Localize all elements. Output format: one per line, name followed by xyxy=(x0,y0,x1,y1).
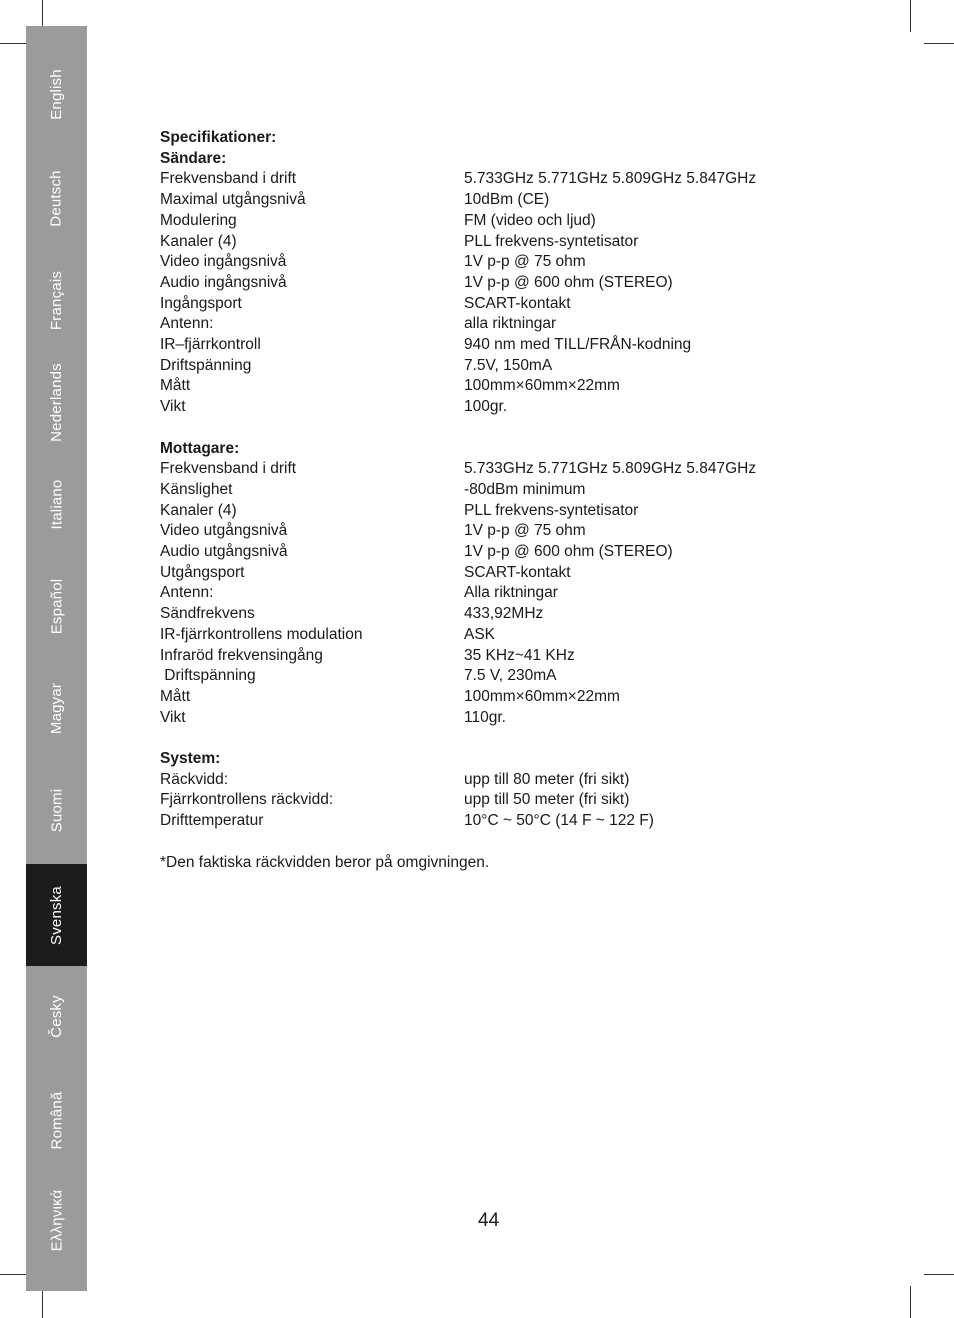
spec-label: Driftspänning xyxy=(160,667,256,685)
spec-label: Ingångsport xyxy=(160,294,242,312)
lang-tab-suomi[interactable] xyxy=(26,760,87,860)
spec-label: Maximal utgångsnivå xyxy=(160,191,306,209)
spec-row xyxy=(160,625,840,646)
lang-label: Magyar xyxy=(48,682,65,734)
spec-row xyxy=(160,604,840,625)
spec-label: Antenn: xyxy=(160,584,214,602)
lang-label: Nederlands xyxy=(48,362,65,442)
spec-value: 35 KHz~41 KHz xyxy=(464,646,575,664)
spec-row xyxy=(160,790,840,811)
spec-value: 10°C ~ 50°C (14 F ~ 122 F) xyxy=(464,812,654,830)
spec-label: Räckvidd: xyxy=(160,770,229,788)
crop-mark xyxy=(0,1274,28,1275)
spec-label: Frekvensband i drift xyxy=(160,170,297,188)
lang-tab-english[interactable] xyxy=(26,26,87,162)
spec-row xyxy=(160,273,840,294)
spec-label: Frekvensband i drift xyxy=(160,460,297,478)
spec-row xyxy=(160,294,840,315)
spec-row xyxy=(160,459,840,480)
spec-label: Mått xyxy=(160,687,191,705)
spec-label: Kanaler (4) xyxy=(160,501,237,519)
spec-label: Video utgångsnivå xyxy=(160,522,288,540)
spec-value: 5.733GHz 5.771GHz 5.809GHz 5.847GHz xyxy=(464,170,757,188)
transmitter-spec-list xyxy=(160,169,840,417)
lang-label: Svenska xyxy=(48,885,65,945)
lang-tab-nederlands[interactable] xyxy=(26,352,87,452)
lang-tab-magyar[interactable] xyxy=(26,658,87,758)
spec-label: IR–fjärrkontroll xyxy=(160,336,261,354)
crop-mark xyxy=(910,1286,911,1318)
lang-tab-svenska[interactable] xyxy=(26,864,87,966)
spec-value: Alla riktningar xyxy=(464,584,558,602)
spec-label: Audio ingångsnivå xyxy=(160,273,287,291)
spec-value: -80dBm minimum xyxy=(464,480,586,498)
lang-label: Deutsch xyxy=(48,169,65,227)
spec-row xyxy=(160,232,840,253)
spec-row xyxy=(160,521,840,542)
lang-tab-italiano[interactable] xyxy=(26,454,87,554)
spec-label: Vikt xyxy=(160,398,186,416)
spec-value: PLL frekvens-syntetisator xyxy=(464,501,639,519)
lang-label: Suomi xyxy=(48,788,65,832)
spec-value: 100mm×60mm×22mm xyxy=(464,377,620,395)
spec-value: 940 nm med TILL/FRÅN-kodning xyxy=(464,336,692,354)
crop-mark xyxy=(924,1274,954,1275)
spec-row xyxy=(160,646,840,667)
language-sidebar xyxy=(26,26,87,1291)
spec-label: Infraröd frekvensingång xyxy=(160,646,323,664)
receiver-spec-list xyxy=(160,459,840,728)
section-heading-system: System: xyxy=(160,750,221,768)
spec-value: FM (video och ljud) xyxy=(464,211,596,229)
spec-label: Fjärrkontrollens räckvidd: xyxy=(160,791,334,809)
footnote: *Den faktiska räckvidden beror på omgivningen. xyxy=(160,853,490,871)
spec-value: 7.5V, 150mA xyxy=(464,356,553,374)
spec-row xyxy=(160,314,840,335)
lang-tab-espanol[interactable] xyxy=(26,556,87,656)
spec-label: Modulering xyxy=(160,211,237,229)
spec-value: 433,92MHz xyxy=(464,605,544,623)
spec-row xyxy=(160,335,840,356)
spec-row xyxy=(160,666,840,687)
system-spec-list xyxy=(160,770,840,832)
spec-row xyxy=(160,811,840,832)
page-title: Specifikationer: xyxy=(160,129,277,146)
spec-label: Känslighet xyxy=(160,480,233,498)
spec-label: Sändfrekvens xyxy=(160,605,255,623)
spec-document xyxy=(160,128,840,873)
lang-label: Español xyxy=(47,578,65,634)
spec-value: SCART-kontakt xyxy=(464,294,571,312)
spec-value: alla riktningar xyxy=(464,315,557,333)
crop-mark xyxy=(42,1288,43,1318)
spec-value: PLL frekvens-syntetisator xyxy=(464,232,639,250)
spec-value: upp till 50 meter (fri sikt) xyxy=(464,791,630,809)
spec-value: 100mm×60mm×22mm xyxy=(464,687,620,705)
spec-label: Drifttemperatur xyxy=(160,812,264,830)
spec-row xyxy=(160,708,840,729)
lang-label: Česky xyxy=(48,994,65,1038)
lang-label: Français xyxy=(48,270,65,330)
spec-row xyxy=(160,563,840,584)
spec-row xyxy=(160,190,840,211)
spec-row xyxy=(160,542,840,563)
spec-row xyxy=(160,252,840,273)
lang-tab-cesky[interactable] xyxy=(26,966,87,1066)
spec-value: 7.5 V, 230mA xyxy=(464,667,557,685)
crop-mark xyxy=(924,43,954,44)
spec-row xyxy=(160,397,840,418)
lang-label: Ελληνικά xyxy=(48,1189,65,1251)
spec-row xyxy=(160,480,840,501)
spec-row xyxy=(160,356,840,377)
crop-mark xyxy=(910,0,911,32)
spec-value: 100gr. xyxy=(464,398,508,416)
spec-value: 10dBm (CE) xyxy=(464,191,550,209)
spec-value: 1V p-p @ 600 ohm (STEREO) xyxy=(464,543,673,561)
spec-value: 1V p-p @ 600 ohm (STEREO) xyxy=(464,273,673,291)
crop-mark xyxy=(42,0,43,28)
page-number: 44 xyxy=(478,1210,500,1231)
spec-value: 1V p-p @ 75 ohm xyxy=(464,522,586,540)
section-heading-receiver: Mottagare: xyxy=(160,439,240,457)
spec-value: 1V p-p @ 75 ohm xyxy=(464,253,586,271)
spec-label: Antenn: xyxy=(160,315,214,333)
spec-label: Driftspänning xyxy=(160,356,252,374)
spec-label: Vikt xyxy=(160,708,186,726)
lang-label: Italiano xyxy=(47,479,65,529)
lang-label: Română xyxy=(48,1091,65,1149)
spec-label: IR-fjärrkontrollens modulation xyxy=(160,625,363,643)
spec-row xyxy=(160,169,840,190)
spec-row xyxy=(160,583,840,604)
spec-label: Video ingångsnivå xyxy=(160,253,287,271)
spec-value: 110gr. xyxy=(464,708,506,726)
lang-tab-ellinika[interactable] xyxy=(26,1170,87,1270)
spec-label: Mått xyxy=(160,377,191,395)
spec-row xyxy=(160,770,840,791)
lang-tab-deutsch[interactable] xyxy=(26,148,87,248)
spec-value: 5.733GHz 5.771GHz 5.809GHz 5.847GHz xyxy=(464,460,757,478)
lang-tab-romana[interactable] xyxy=(26,1070,87,1170)
lang-label: English xyxy=(47,68,65,120)
spec-row xyxy=(160,687,840,708)
spec-value: SCART-kontakt xyxy=(464,563,571,581)
spec-label: Audio utgångsnivå xyxy=(160,543,288,561)
spec-label: Utgångsport xyxy=(160,563,245,581)
spec-row xyxy=(160,376,840,397)
lang-tab-francais[interactable] xyxy=(26,250,87,350)
spec-value: upp till 80 meter (fri sikt) xyxy=(464,770,630,788)
crop-mark xyxy=(0,43,28,44)
spec-value: ASK xyxy=(464,625,496,643)
spec-row xyxy=(160,501,840,522)
spec-row xyxy=(160,211,840,232)
spec-label: Kanaler (4) xyxy=(160,232,237,250)
section-heading-transmitter: Sändare: xyxy=(160,149,227,167)
